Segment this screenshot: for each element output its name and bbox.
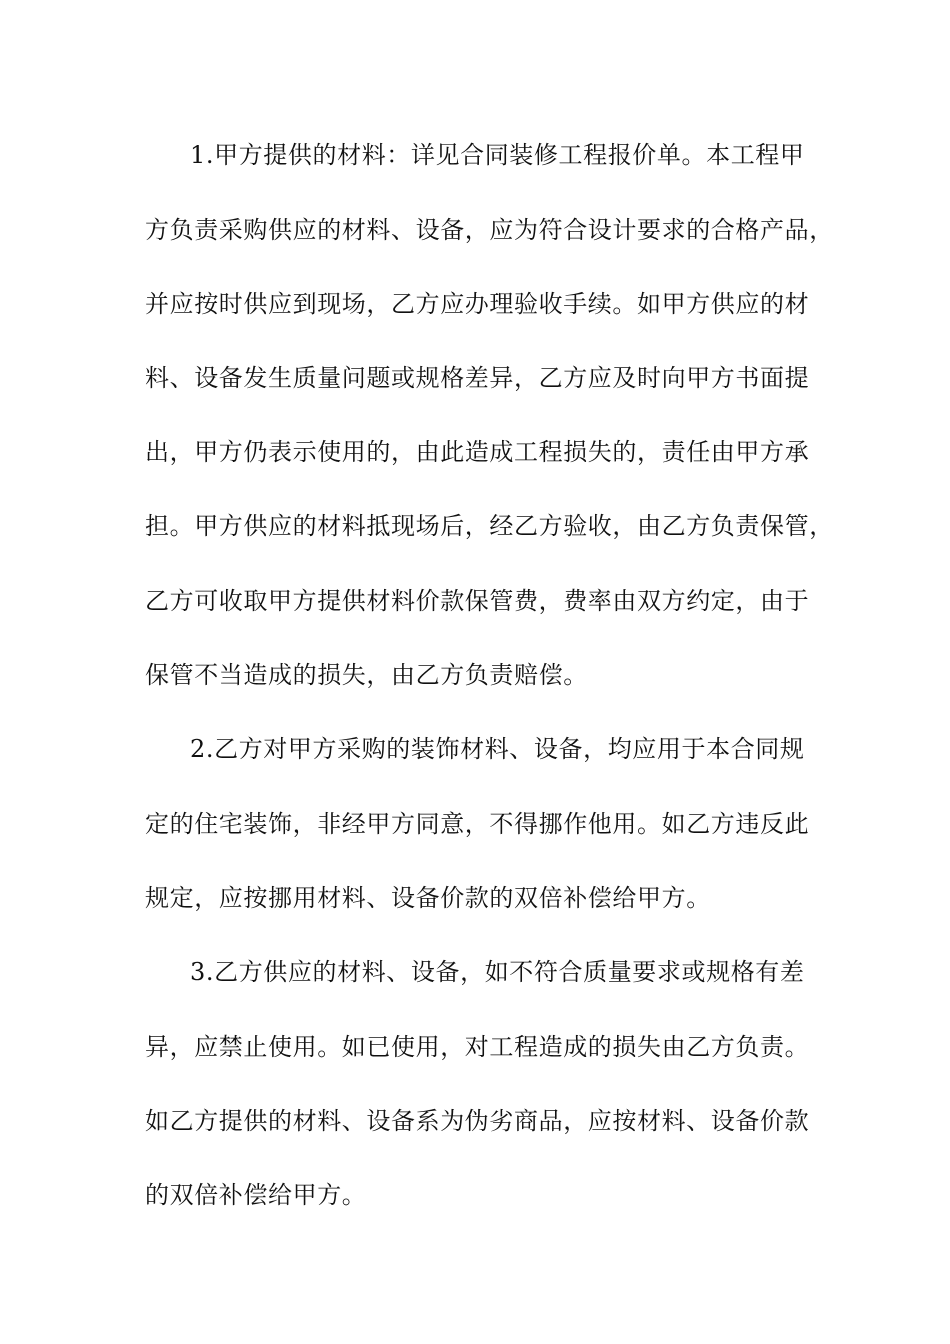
- paragraph-3-line-1: 3.乙方供应的材料、设备，如不符合质量要求或规格有差: [190, 958, 805, 986]
- paragraph-3-line-4: 的双倍补偿给甲方。: [145, 1181, 367, 1209]
- paragraph-1-line-3: 并应按时供应到现场，乙方应办理验收手续。如甲方供应的材: [145, 290, 810, 318]
- paragraph-2-line-3: 规定，应按挪用材料、设备价款的双倍补偿给甲方。: [145, 884, 711, 912]
- paragraph-3-line-2: 异，应禁止使用。如已使用，对工程造成的损失由乙方负责。: [145, 1033, 810, 1061]
- paragraph-1-line-2: 方负责采购供应的材料、设备，应为符合设计要求的合格产品，: [145, 216, 834, 244]
- paragraph-1-line-5: 出，甲方仍表示使用的，由此造成工程损失的，责任由甲方承: [145, 438, 810, 466]
- paragraph-1-line-1: 1.甲方提供的材料：详见合同装修工程报价单。本工程甲: [190, 141, 805, 169]
- paragraph-2-line-1: 2.乙方对甲方采购的装饰材料、设备，均应用于本合同规: [190, 735, 805, 763]
- paragraph-3-line-3: 如乙方提供的材料、设备系为伪劣商品，应按材料、设备价款: [145, 1107, 810, 1135]
- paragraph-1-line-7: 乙方可收取甲方提供材料价款保管费，费率由双方约定，由于: [145, 587, 810, 615]
- paragraph-1-line-4: 料、设备发生质量问题或规格差异，乙方应及时向甲方书面提: [145, 364, 810, 392]
- paragraph-1-line-8: 保管不当造成的损失，由乙方负责赔偿。: [145, 661, 588, 689]
- paragraph-2-line-2: 定的住宅装饰，非经甲方同意，不得挪作他用。如乙方违反此: [145, 810, 810, 838]
- paragraph-1-line-6: 担。甲方供应的材料抵现场后，经乙方验收，由乙方负责保管，: [145, 512, 834, 540]
